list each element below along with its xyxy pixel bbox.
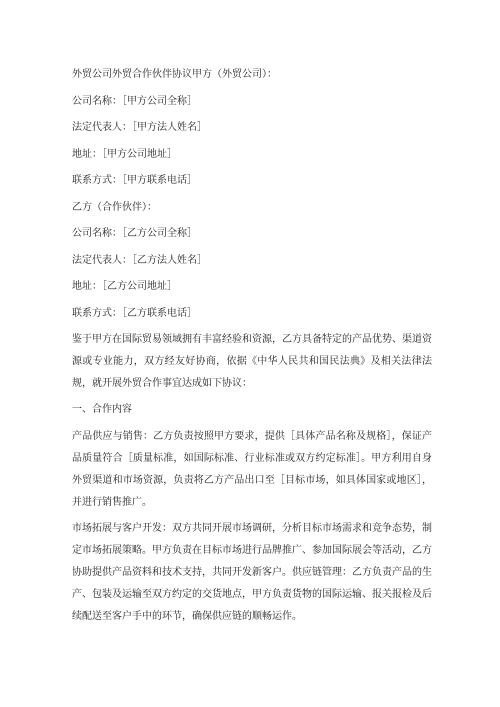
document-title: 外贸公司外贸合作伙伴协议甲方（外贸公司）： [72,69,277,80]
section1-paragraph-supply: 产品供应与销售：乙方负责按照甲方要求，提供［具体产品名称及规格］，保证产品质量符合［质量标准，如国际标准、行业标准或双方约定标准］。甲方利用自身外贸渠道和市场资源，负责将乙方产品出口至［目标市场，如具体国家或地区］，并进行销售推广。 [72,430,432,508]
section1-paragraph-market: 市场拓展与客户开发：双方共同开展市场调研，分析目标市场需求和竞争态势，制定市场拓展策略。甲方负责在目标市场进行品牌推广、参加国际展会等活动，乙方协助提供产品资料和技术支持，共同开发新客户。供应链管理：乙方负责产品的生产、包装及运输至双方约定的交货地点，甲方负责货物的国际运输、报关报检及后续配送至客户手中的环节，确保供应链的顺畅运作。 [72,522,432,622]
party-a-contact: 联系方式：［甲方联系电话］ [72,175,197,186]
party-b-company: 公司名称：［乙方公司全称］ [72,228,197,239]
party-b-contact: 联系方式：［乙方联系电话］ [72,307,197,319]
party-b-heading: 乙方（合作伙伴）： [72,201,157,213]
party-a-legal-rep: 法定代表人：［甲方法人姓名］ [72,122,207,133]
party-a-company: 公司名称：［甲方公司全称］ [72,95,197,107]
party-a-address: 地址：［甲方公司地址］ [72,148,177,160]
section1-heading: 一、合作内容 [72,404,132,415]
document-page [72,67,432,635]
party-b-legal-rep: 法定代表人：［乙方法人姓名］ [72,254,207,266]
party-b-address: 地址：［乙方公司地址］ [72,281,177,292]
preamble-paragraph: 鉴于甲方在国际贸易领域拥有丰富经验和资源，乙方具备特定的产品优势、渠道资源或专业能力，双方经友好协商，依据《中华人民共和国民法典》及相关法律法规，就开展外贸合作事宜达成如下协议： [72,334,432,389]
